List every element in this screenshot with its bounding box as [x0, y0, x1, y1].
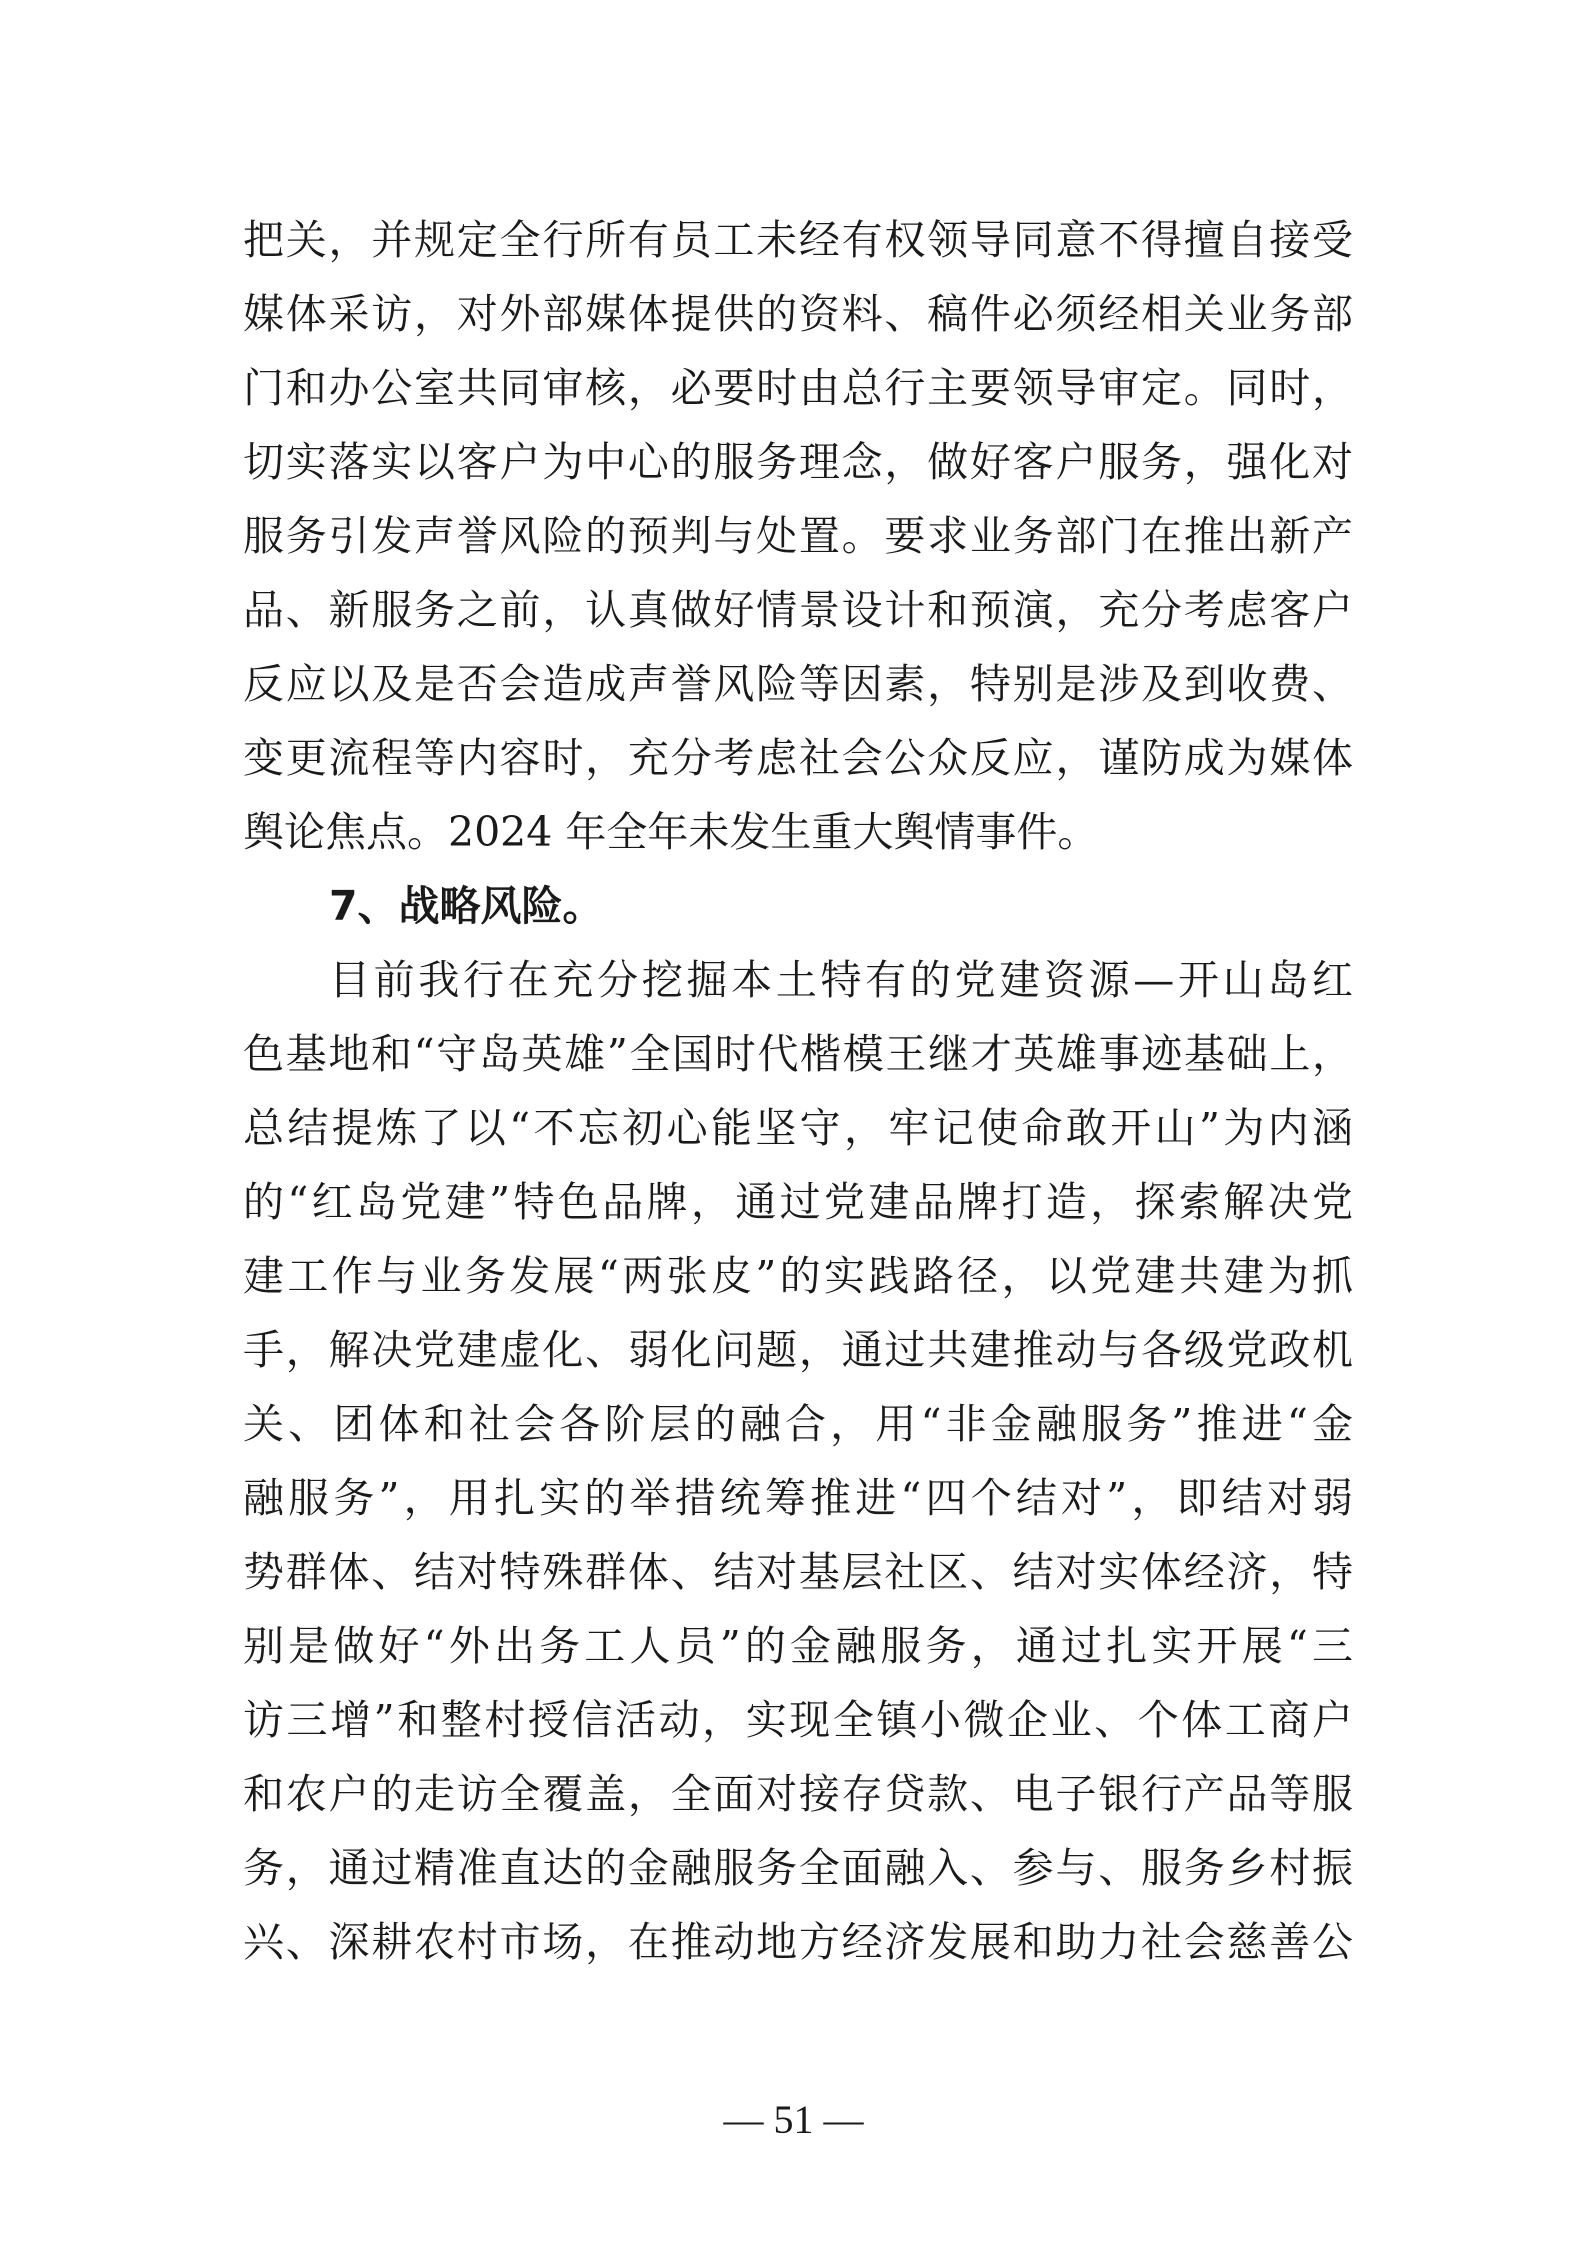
text-line: 色基地和“守岛英雄”全国时代楷模王继才英雄事迹基础上， [243, 1030, 1353, 1078]
text-line: 建工作与业务发展“两张皮”的实践路径，以党建共建为抓 [243, 1252, 1353, 1300]
text-line: 舆论焦点。2024 年全年未发生重大舆情事件。 [243, 808, 1099, 856]
text-line: 手，解决党建虚化、弱化问题，通过共建推动与各级党政机 [243, 1326, 1353, 1374]
text-line: 品、新服务之前，认真做好情景设计和预演，充分考虑客户 [243, 586, 1353, 634]
text-line: 融服务”，用扎实的举措统筹推进“四个结对”，即结对弱 [243, 1474, 1353, 1522]
page-number: — 51 — [723, 2097, 864, 2142]
text-line: 总结提炼了以“不忘初心能坚守，牢记使命敢开山”为内涵 [243, 1104, 1353, 1152]
text-line: 兴、深耕农村市场，在推动地方经济发展和助力社会慈善公 [243, 1918, 1353, 1966]
text-line: 的“红岛党建”特色品牌，通过党建品牌打造，探索解决党 [243, 1178, 1353, 1226]
text-line: 别是做好“外出务工人员”的金融服务，通过扎实开展“三 [243, 1622, 1353, 1670]
text-line: 把关，并规定全行所有员工未经有权领导同意不得擅自接受 [243, 216, 1353, 264]
text-line: 务，通过精准直达的金融服务全面融入、参与、服务乡村振 [243, 1844, 1353, 1892]
text-line: 目前我行在充分挖掘本土特有的党建资源—开山岛红 [329, 956, 1353, 1004]
text-line: 媒体采访，对外部媒体提供的资料、稿件必须经相关业务部 [243, 290, 1353, 338]
text-line: 关、团体和社会各阶层的融合，用“非金融服务”推进“金 [243, 1400, 1353, 1448]
section-heading: 7、战略风险。 [329, 882, 604, 930]
text-line: 变更流程等内容时，充分考虑社会公众反应，谨防成为媒体 [243, 734, 1353, 782]
text-line: 访三增”和整村授信活动，实现全镇小微企业、个体工商户 [243, 1696, 1353, 1744]
text-line: 反应以及是否会造成声誉风险等因素，特别是涉及到收费、 [243, 660, 1353, 708]
text-line: 切实落实以客户为中心的服务理念，做好客户服务，强化对 [243, 438, 1353, 486]
text-line: 势群体、结对特殊群体、结对基层社区、结对实体经济，特 [243, 1548, 1353, 1596]
text-line: 服务引发声誉风险的预判与处置。要求业务部门在推出新产 [243, 512, 1353, 560]
text-line: 门和办公室共同审核，必要时由总行主要领导审定。同时， [243, 364, 1353, 412]
text-line: 和农户的走访全覆盖，全面对接存贷款、电子银行产品等服 [243, 1770, 1353, 1818]
